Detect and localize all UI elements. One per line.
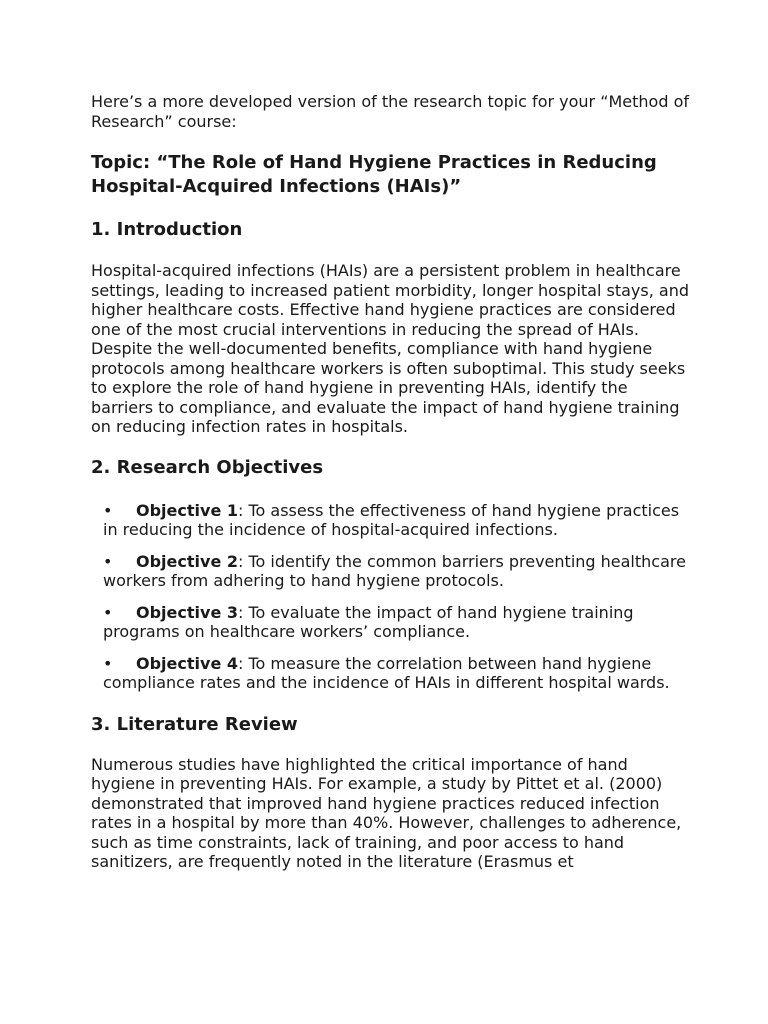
- objective-label: Objective 3: [136, 602, 238, 622]
- intro-text: Here’s a more developed version of the research topic for your “Method of Research” course:: [91, 92, 690, 131]
- list-item: [103, 654, 691, 693]
- literature-paragraph: Numerous studies have highlighted the critical importance of hand hygiene in preventing HAIs. For example, a study by Pittet et al. (2000) demonstrated that improved hand hygiene practices reduced infection rates in a hospital by more than 40%. However, challenges to adherence, such as time constraints, lack of training, and poor access to hand sanitizers, are frequently noted in the literature (Erasmus et: [91, 754, 682, 871]
- document-page: [91, 92, 691, 872]
- list-item: [103, 603, 691, 642]
- bullet: •: [103, 500, 113, 520]
- objectives-list: [91, 501, 691, 693]
- objective-label: Objective 1: [136, 500, 238, 520]
- objective-text: : To identify the common barriers preventing healthcare workers from adhering to hand hygiene protocols.: [103, 551, 686, 590]
- literature-heading: 3. Literature Review: [91, 713, 298, 735]
- list-item: [103, 552, 691, 591]
- bullet: •: [103, 602, 113, 622]
- objectives-heading: 2. Research Objectives: [91, 456, 324, 478]
- bullet: •: [103, 551, 113, 571]
- introduction-paragraph: Hospital-acquired infections (HAIs) are a persistent problem in healthcare settings, leading to increased patient morbidity, longer hospital stays, and higher healthcare costs. Effective hand hygiene practices are considered one of the most crucial interventions in reducing the spread of HAIs. Despite the well-documented benefits, compliance with hand hygiene protocols among healthcare workers is often suboptimal. This study seeks to explore the role of hand hygiene in preventing HAIs, identify the barriers to compliance, and evaluate the impact of hand hygiene training on reducing infection rates in hospitals.: [91, 261, 689, 436]
- objective-label: Objective 2: [136, 551, 238, 571]
- objective-text: : To measure the correlation between hand hygiene compliance rates and the incidence of HAIs in different hospital wards.: [103, 653, 670, 692]
- list-item: [103, 501, 691, 540]
- bullet: •: [103, 653, 113, 673]
- objective-label: Objective 4: [136, 653, 238, 673]
- objective-text: : To assess the effectiveness of hand hygiene practices in reducing the incidence of hospital-acquired infections.: [103, 500, 680, 539]
- introduction-heading: 1. Introduction: [91, 219, 243, 240]
- topic-title: Topic: “The Role of Hand Hygiene Practices in Reducing Hospital-Acquired Infections (HAIs)”: [91, 152, 657, 197]
- objective-text: : To evaluate the impact of hand hygiene training programs on healthcare workers’ compliance.: [103, 602, 634, 641]
